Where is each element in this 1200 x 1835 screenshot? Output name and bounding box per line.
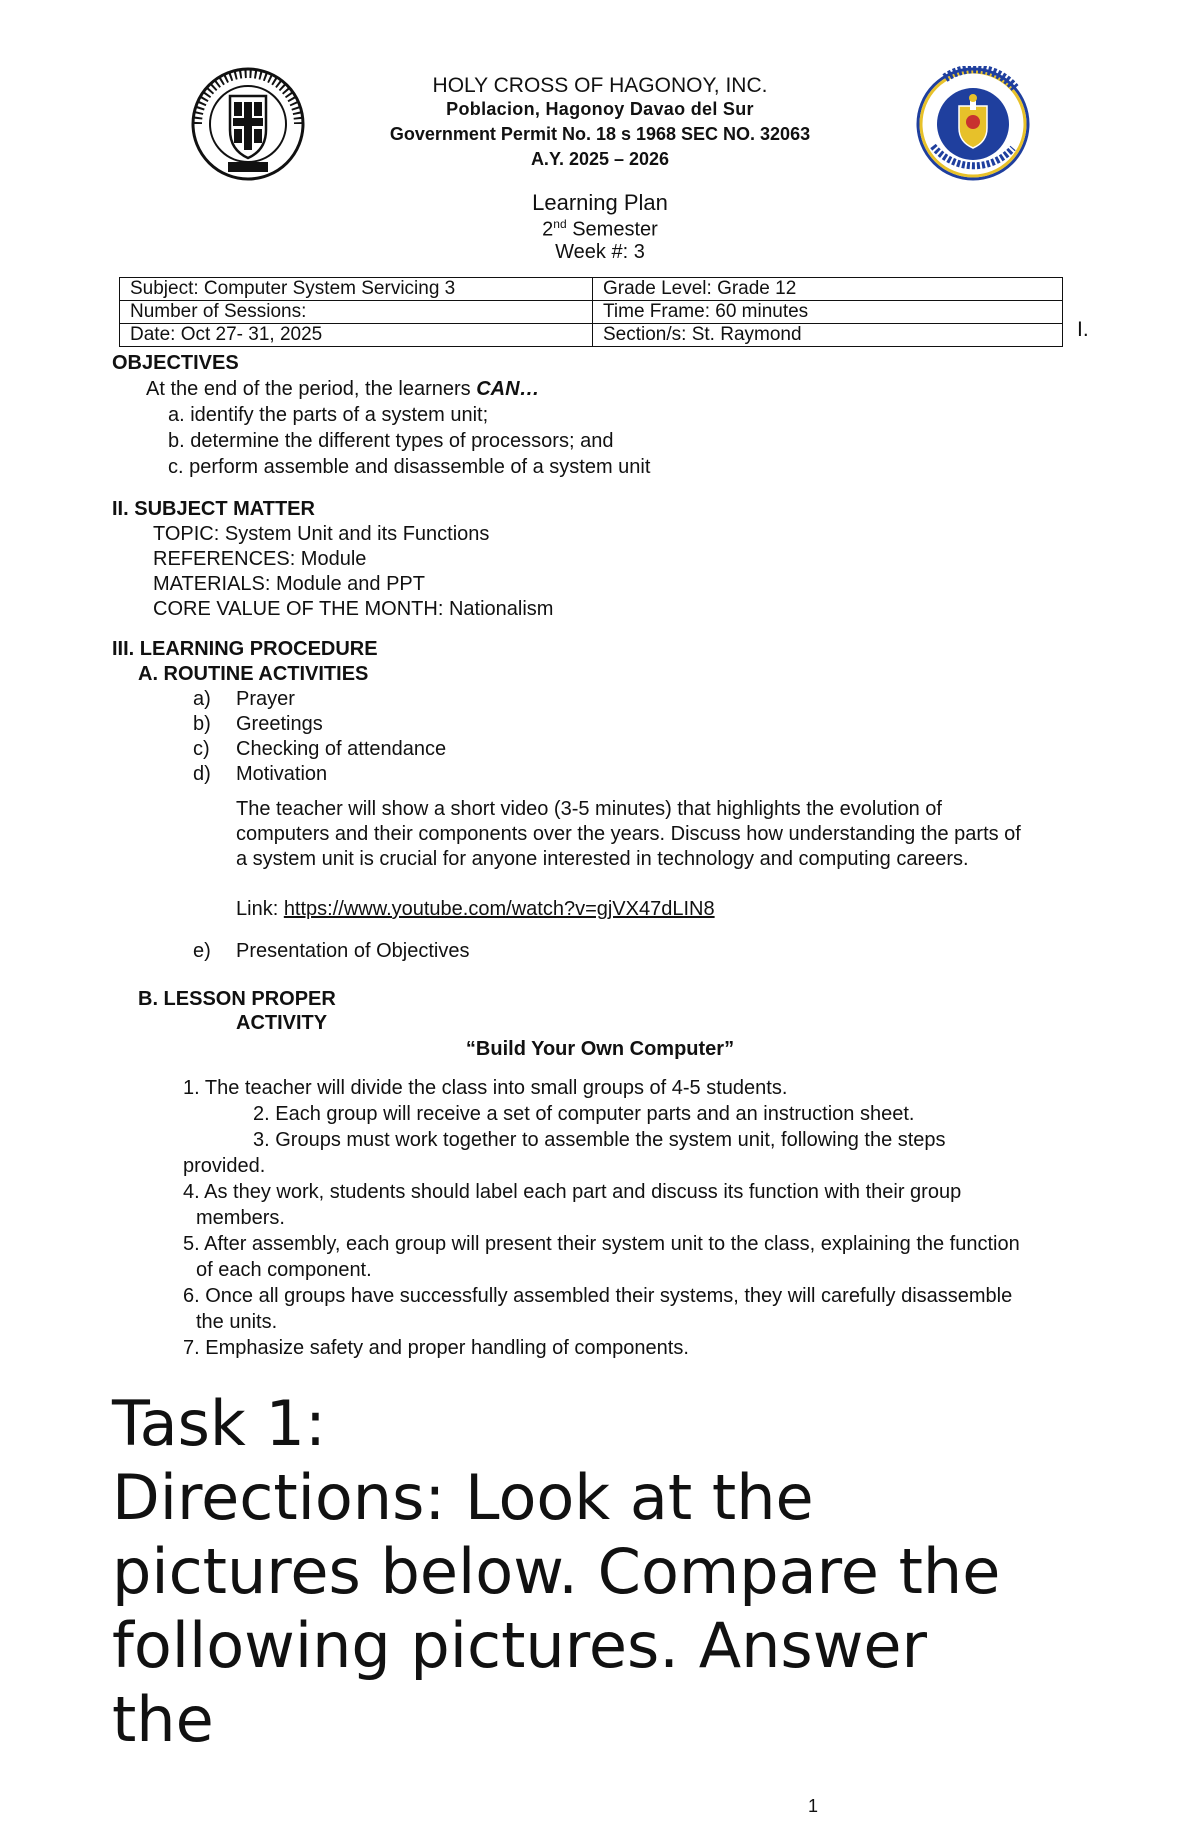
objectives-heading: OBJECTIVES — [112, 352, 239, 374]
time-frame-cell: Time Frame: 60 minutes — [593, 301, 1063, 324]
activity-title: “Build Your Own Computer” — [465, 1038, 735, 1060]
objectives-intro-emphasis: CAN… — [476, 378, 540, 400]
section-cell: Section/s: St. Raymond — [593, 324, 1063, 347]
routine-item: Prayer — [236, 688, 295, 710]
routine-marker: d) — [193, 763, 211, 785]
motivation-text-line: computers and their components over the years. Discuss how understanding the parts of — [236, 823, 1021, 845]
objectives-intro — [146, 378, 540, 401]
semester — [0, 217, 1200, 242]
routine-marker: c) — [193, 738, 210, 760]
semester-suffix: nd — [553, 217, 567, 231]
activity-step: of each component. — [196, 1259, 372, 1281]
info-table — [119, 277, 1063, 347]
link-label: Link: — [236, 898, 284, 920]
subject-matter-line: TOPIC: System Unit and its Functions — [153, 523, 490, 545]
routine-marker: b) — [193, 713, 211, 735]
youtube-link[interactable]: https://www.youtube.com/watch?v=gjVX47dLIN8 — [283, 898, 715, 920]
video-link-line — [236, 898, 715, 921]
date-cell: Date: Oct 27- 31, 2025 — [120, 324, 593, 347]
task-line: pictures below. Compare the — [112, 1535, 1001, 1608]
subject-matter-heading: II. SUBJECT MATTER — [112, 498, 315, 520]
plan-title: Learning Plan — [532, 190, 668, 215]
semester-number: 2 — [542, 218, 554, 241]
motivation-text-line: The teacher will show a short video (3-5 minutes) that highlights the evolution of — [236, 798, 942, 820]
task-line: the — [112, 1683, 214, 1756]
routine-item: Presentation of Objectives — [236, 940, 470, 962]
activity-step: the units. — [196, 1311, 278, 1333]
motivation-text-line: a system unit is crucial for anyone interested in technology and computing careers. — [236, 848, 969, 870]
activity-step: 5. After assembly, each group will present their system unit to the class, explaining the function — [183, 1233, 1020, 1255]
activity-step: 1. The teacher will divide the class into small groups of 4-5 students. — [183, 1077, 788, 1099]
activity-step: members. — [196, 1207, 285, 1229]
objective-item: b. determine the different types of processors; and — [168, 430, 614, 452]
activity-step: 6. Once all groups have successfully assembled their systems, they will carefully disassemble — [183, 1285, 1013, 1307]
objectives-intro-text: At the end of the period, the learners — [146, 378, 477, 400]
activity-step: 7. Emphasize safety and proper handling of components. — [183, 1337, 689, 1359]
objective-item: c. perform assemble and disassemble of a system unit — [168, 456, 651, 478]
routine-activities-heading: A. ROUTINE ACTIVITIES — [138, 663, 369, 685]
routine-marker: a) — [193, 688, 211, 710]
subject-matter-line: REFERENCES: Module — [153, 548, 367, 570]
routine-marker: e) — [193, 940, 211, 962]
subject-matter-line: CORE VALUE OF THE MONTH: Nationalism — [153, 598, 554, 620]
government-permit: Government Permit No. 18 s 1968 SEC NO. 32063 — [389, 124, 811, 144]
academic-year: A.Y. 2025 – 2026 — [530, 149, 670, 169]
task-line: following pictures. Answer — [112, 1609, 928, 1682]
subject-matter-line: MATERIALS: Module and PPT — [153, 573, 425, 595]
sessions-cell: Number of Sessions: — [120, 301, 593, 324]
table-row — [120, 278, 1063, 301]
school-address: Poblacion, Hagonoy Davao del Sur — [446, 99, 754, 119]
school-name: HOLY CROSS OF HAGONOY, INC. — [432, 74, 768, 97]
semester-word: Semester — [566, 218, 658, 241]
activity-step: 3. Groups must work together to assemble the system unit, following the steps — [253, 1129, 946, 1151]
activity-step: 2. Each group will receive a set of computer parts and an instruction sheet. — [253, 1103, 915, 1125]
objective-item: a. identify the parts of a system unit; — [168, 404, 489, 426]
section-numeral-i: I. — [1077, 318, 1089, 341]
activity-label: ACTIVITY — [236, 1012, 328, 1034]
grade-level-cell: Grade Level: Grade 12 — [593, 278, 1063, 301]
page-number: 1 — [808, 1796, 819, 1816]
table-row — [120, 301, 1063, 324]
routine-item: Motivation — [236, 763, 328, 785]
task-line: Task 1: — [112, 1387, 326, 1460]
lesson-proper-heading: B. LESSON PROPER — [138, 988, 336, 1010]
routine-item: Greetings — [236, 713, 323, 735]
table-row — [120, 324, 1063, 347]
activity-step: provided. — [183, 1155, 266, 1177]
routine-item: Checking of attendance — [236, 738, 447, 760]
learning-procedure-heading: III. LEARNING PROCEDURE — [112, 638, 378, 660]
task-line: Directions: Look at the — [112, 1461, 814, 1534]
week-number: Week #: 3 — [555, 241, 645, 263]
activity-step: 4. As they work, students should label each part and discuss its function with their group — [183, 1181, 962, 1203]
subject-cell: Subject: Computer System Servicing 3 — [120, 278, 593, 301]
